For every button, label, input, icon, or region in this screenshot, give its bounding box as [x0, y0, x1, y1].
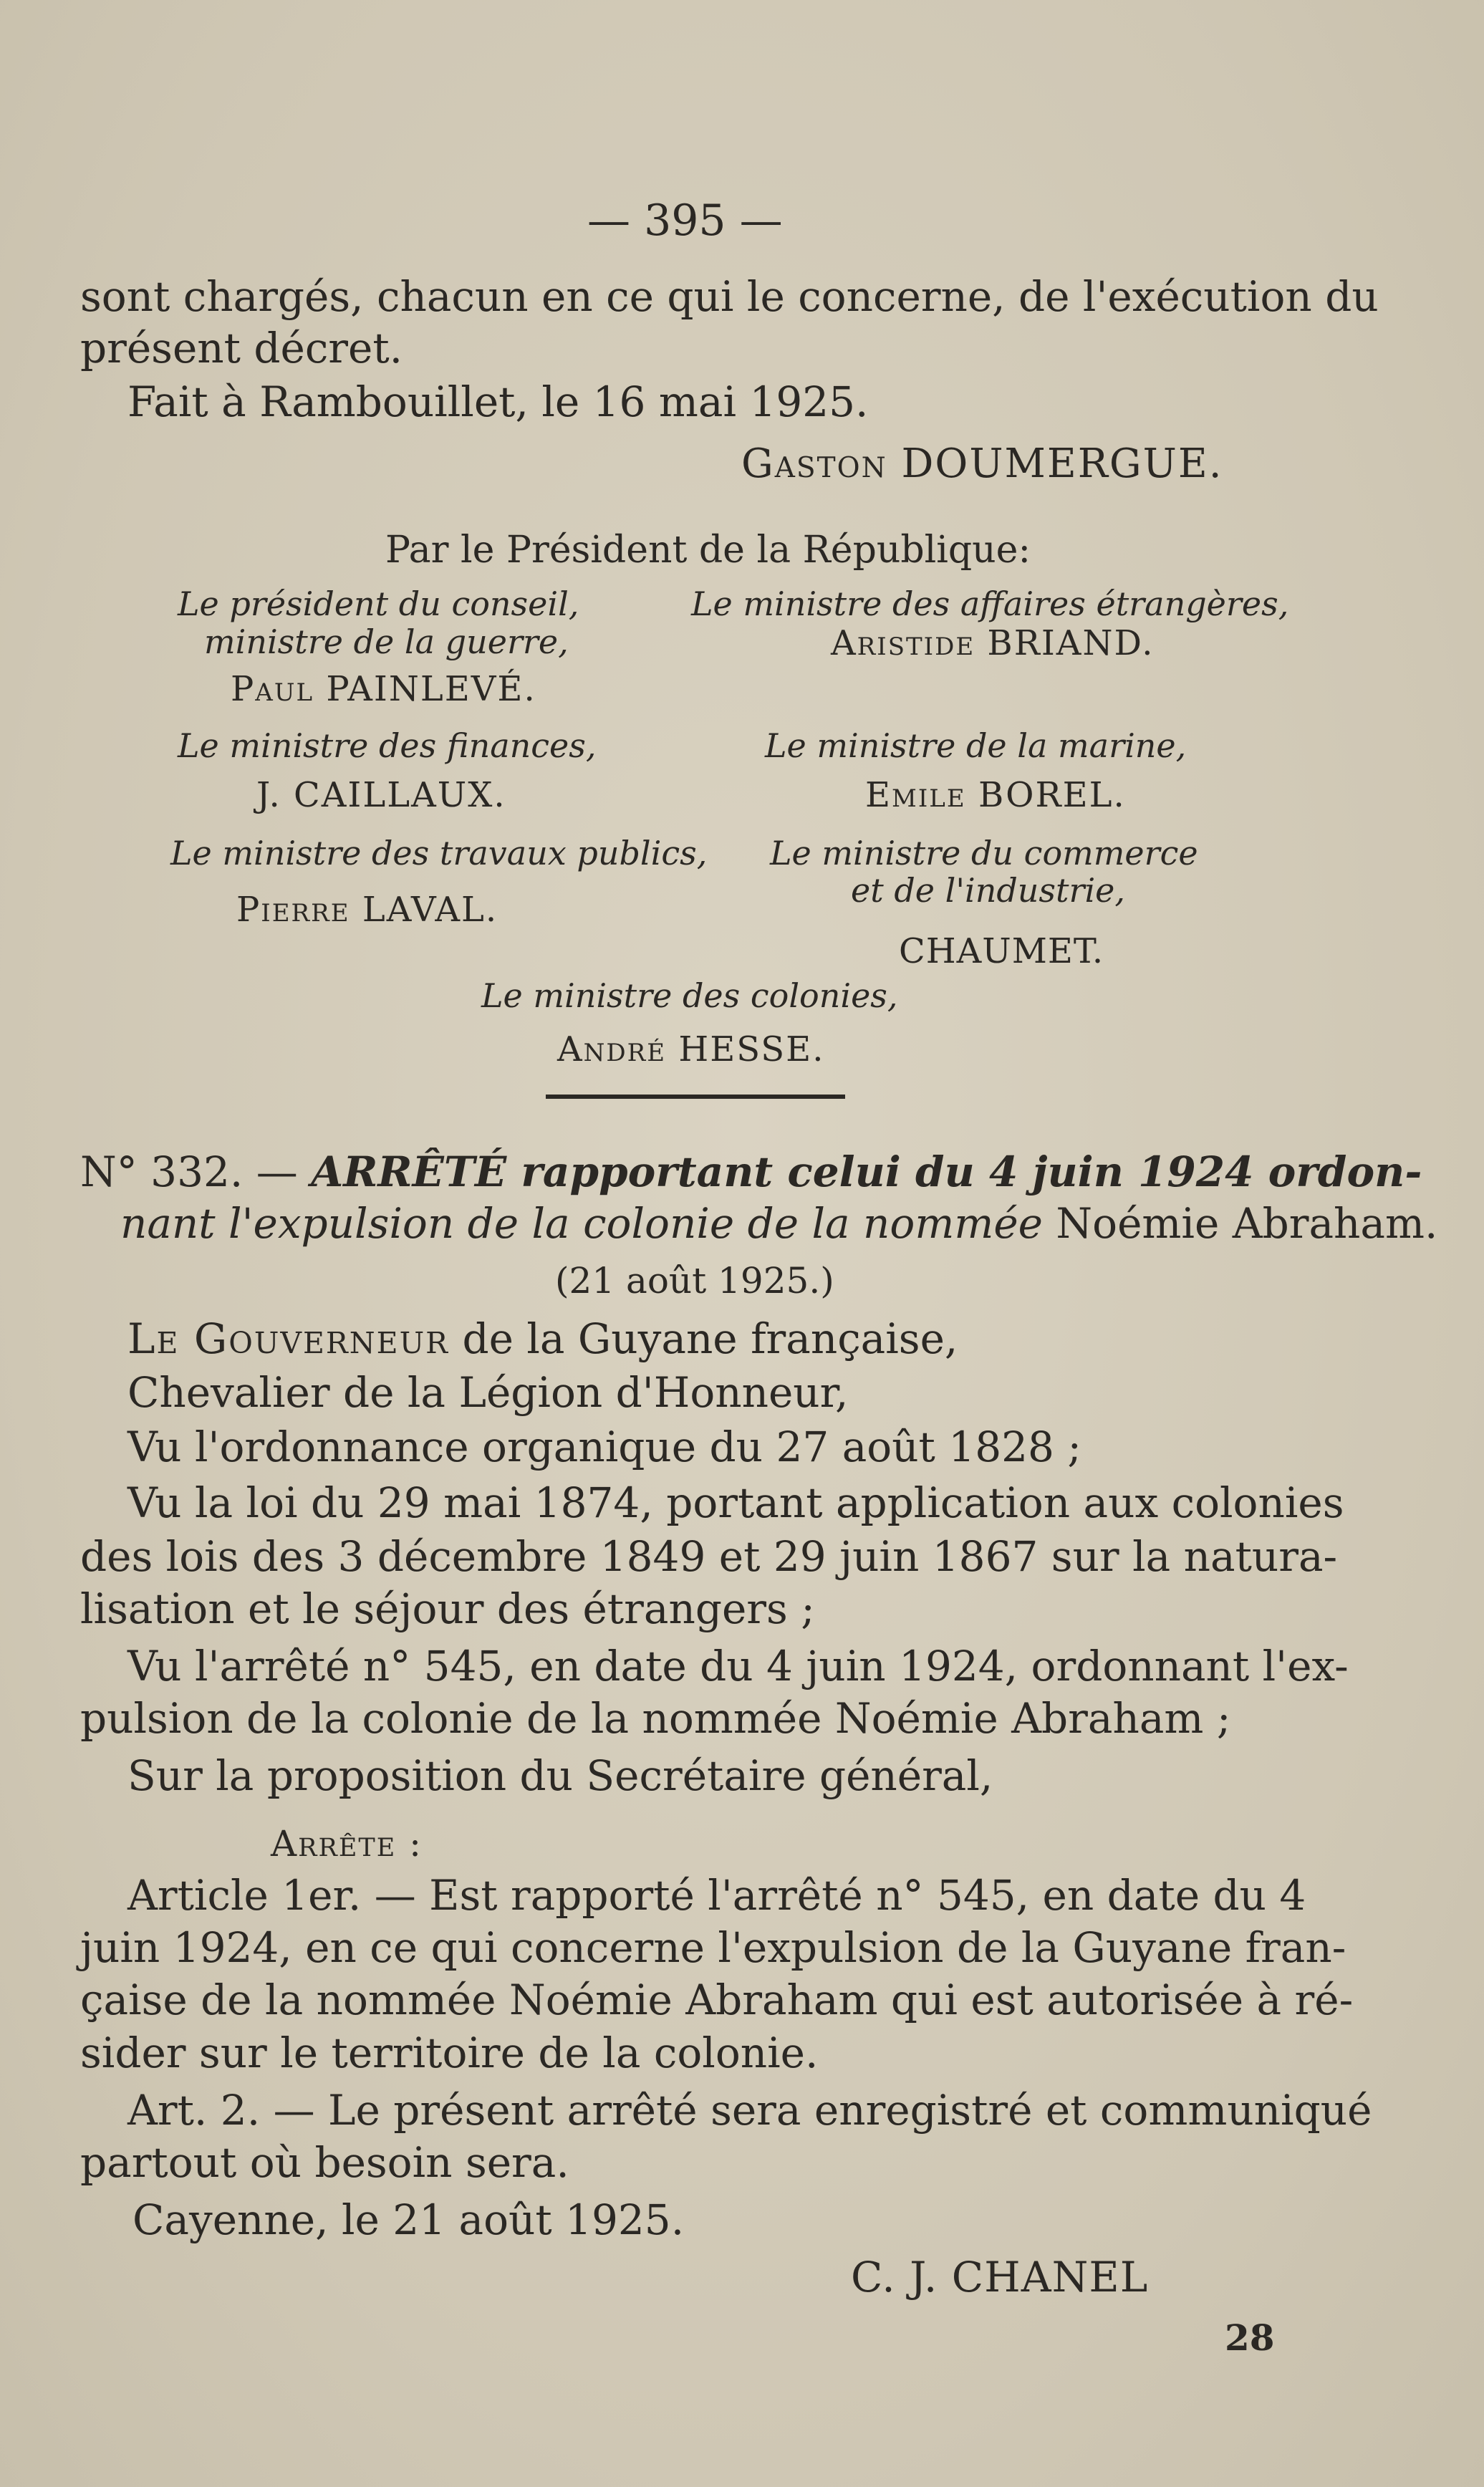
- decree-line-chevalier: Chevalier de la Légion d'Honneur,: [127, 1368, 849, 1417]
- preamble-place-date: Fait à Rambouillet, le 16 mai 1925.: [127, 377, 869, 426]
- minister-travaux-title: Le ministre des travaux publics,: [170, 834, 708, 872]
- minister-commerce-title-1: Le ministre du commerce: [770, 834, 1198, 872]
- minister-colonies-title: Le ministre des colonies,: [481, 976, 898, 1015]
- par-le-president: Par le Président de la République:: [385, 529, 1031, 572]
- decree-line-arrete-2: pulsion de la colonie de la nommée Noémie Abraham ;: [80, 1694, 1231, 1743]
- page-number: — 395 —: [587, 196, 783, 246]
- minister-affaires-title: Le ministre des affaires étrangères,: [691, 585, 1289, 623]
- minister-conseil-title-1: Le président du conseil,: [178, 585, 579, 623]
- decree-line-loi-3: lisation et le séjour des étrangers ;: [80, 1584, 815, 1633]
- minister-travaux-name: Pierre LAVAL.: [236, 890, 498, 930]
- decree-heading-2-italic: nant l'expulsion de la colonie de la nommée: [120, 1199, 1043, 1248]
- article-1-line-3: çaise de la nommée Noémie Abraham qui est autorisée à ré-: [80, 1976, 1354, 2024]
- decree-line-loi-2: des lois des 3 décembre 1849 et 29 juin 1867 sur la natura-: [80, 1532, 1338, 1581]
- decree-line-proposition: Sur la proposition du Secrétaire général,: [127, 1751, 993, 1800]
- minister-conseil-name: Paul PAINLEVÉ.: [231, 669, 536, 709]
- arrete-label: Arrête :: [271, 1823, 423, 1865]
- article-1-line-1: Article 1er. — Est rapporté l'arrêté n° 545, en date du 4: [127, 1871, 1306, 1920]
- decree-line-loi-1: Vu la loi du 29 mai 1874, portant application aux colonies: [127, 1478, 1344, 1527]
- decree-line-arrete-1: Vu l'arrêté n° 545, en date du 4 juin 1924, ordonnant l'ex-: [127, 1642, 1349, 1690]
- gouverneur-line: [127, 1313, 958, 1365]
- article-1-line-2: juin 1924, en ce qui concerne l'expulsion de la Guyane fran-: [80, 1923, 1346, 1972]
- minister-marine-title: Le ministre de la marine,: [765, 726, 1187, 765]
- decree-line-ordonnance: Vu l'ordonnance organique du 27 août 1828 ;: [127, 1423, 1081, 1471]
- decree-heading-line-2: [120, 1198, 1437, 1249]
- decree-number: N° 332. —: [80, 1148, 298, 1196]
- decree-signatory: C. J. CHANEL: [851, 2253, 1149, 2301]
- preamble-signatory: Gaston DOUMERGUE.: [741, 441, 1223, 487]
- minister-affaires-name: Aristide BRIAND.: [831, 623, 1155, 663]
- gouverneur-rest: de la Guyane française,: [462, 1314, 958, 1363]
- separator-rule: [546, 1095, 845, 1099]
- article-2-line-1: Art. 2. — Le présent arrêté sera enregistré et communiqué: [127, 2086, 1372, 2135]
- decree-place-date: Cayenne, le 21 août 1925.: [132, 2195, 685, 2244]
- gouverneur-prefix: Le Gouverneur: [127, 1314, 450, 1363]
- article-1-line-4: sider sur le territoire de la colonie.: [80, 2029, 819, 2077]
- minister-finances-title: Le ministre des finances,: [178, 726, 597, 765]
- decree-date: (21 août 1925.): [555, 1260, 834, 1302]
- minister-finances-name: J. CAILLAUX.: [256, 775, 506, 815]
- minister-marine-name: Emile BOREL.: [865, 775, 1126, 815]
- decree-heading-2-name: Noémie Abraham.: [1056, 1199, 1438, 1248]
- minister-conseil-title-2: ministre de la guerre,: [204, 622, 569, 661]
- minister-colonies-name: André HESSE.: [557, 1029, 825, 1069]
- minister-commerce-title-2: et de l'industrie,: [851, 871, 1126, 910]
- signature-mark: 28: [1225, 2317, 1275, 2359]
- decree-heading-line-1: [80, 1146, 1422, 1198]
- minister-commerce-name: CHAUMET.: [899, 931, 1104, 971]
- article-2-line-2: partout où besoin sera.: [80, 2138, 569, 2187]
- decree-heading-1: ARRÊTÉ rapportant celui du 4 juin 1924 ordon-: [311, 1148, 1422, 1196]
- preamble-line-2: présent décret.: [80, 324, 403, 372]
- preamble-line-1: sont chargés, chacun en ce qui le concerne, de l'exécution du: [80, 272, 1379, 321]
